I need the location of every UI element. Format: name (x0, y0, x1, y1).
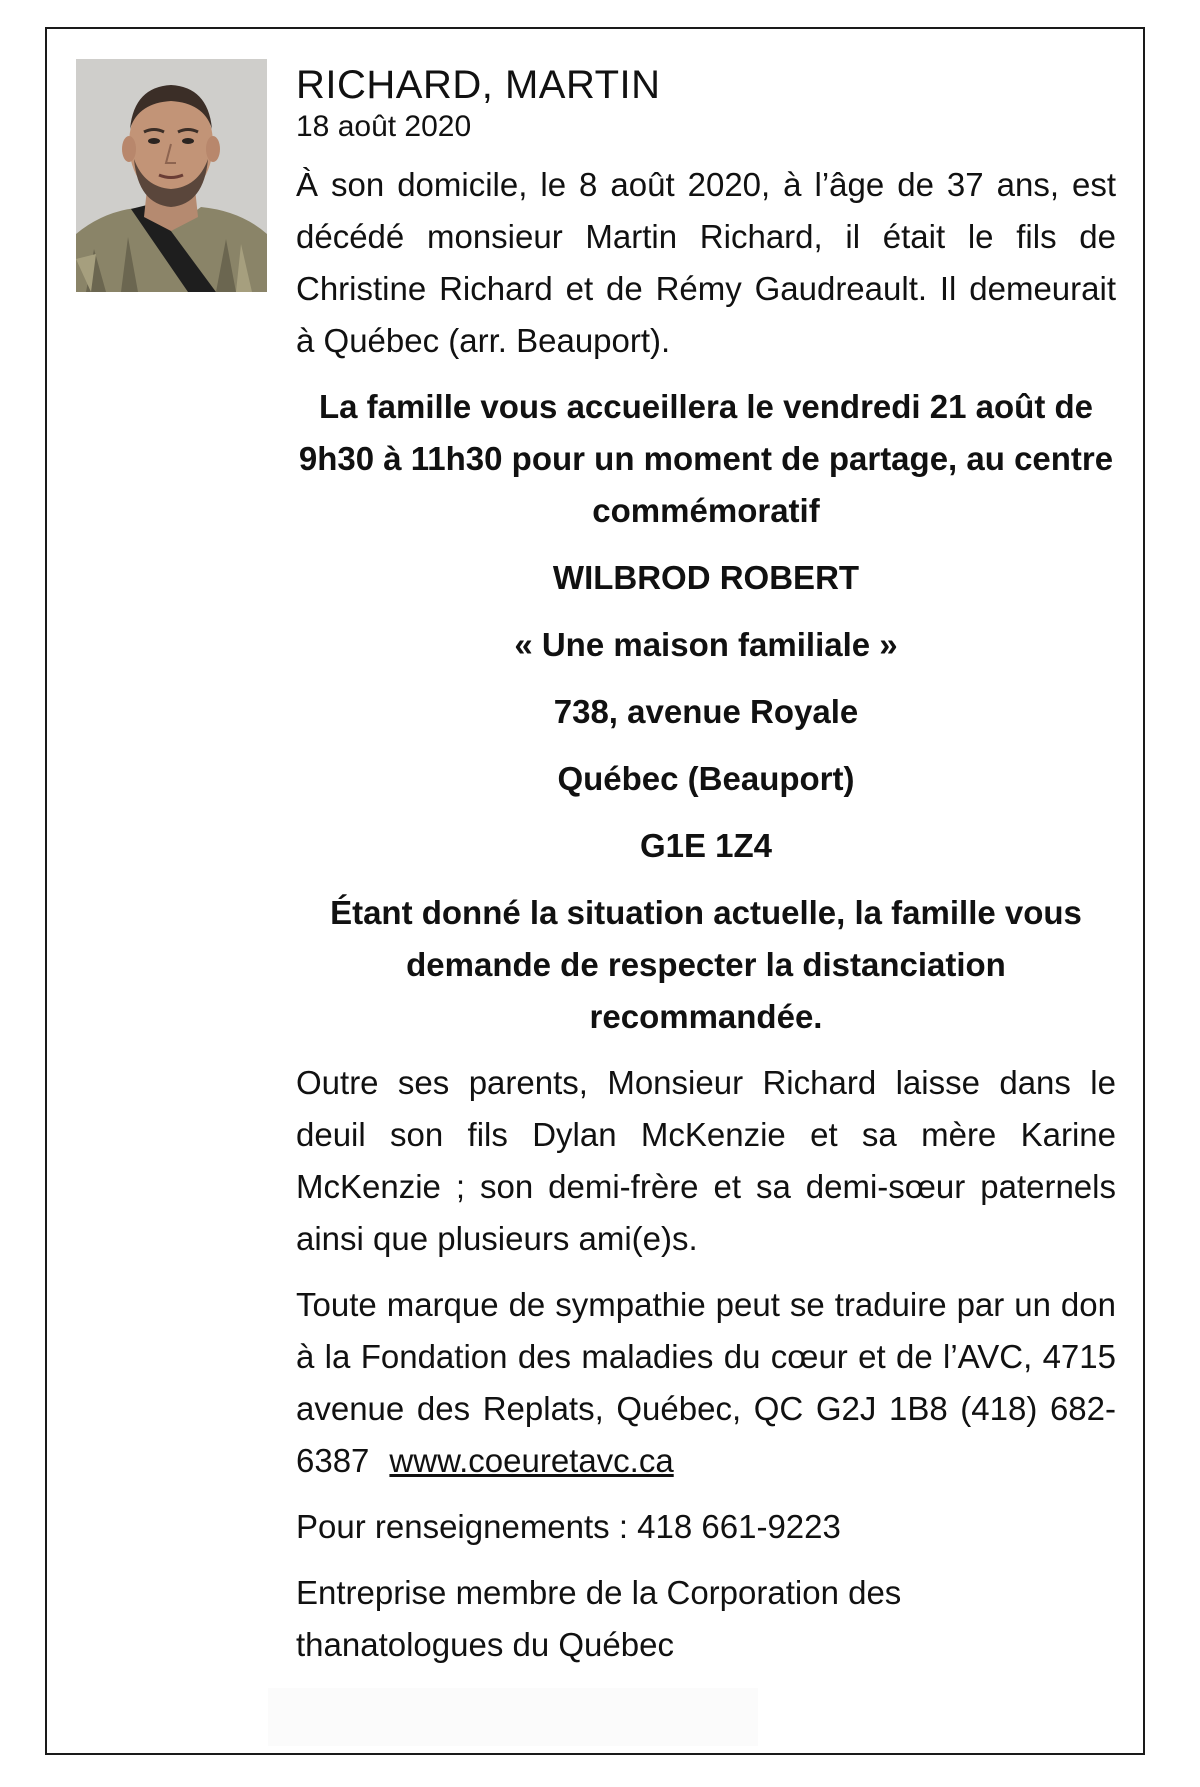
center-slogan: « Une maison familiale » (514, 626, 898, 663)
portrait-image (76, 59, 267, 292)
address-postal-code: G1E 1Z4 (639, 827, 773, 864)
notice-content (296, 55, 1116, 1671)
info-line: Pour renseignements : 418 661-9223 (296, 1508, 841, 1545)
donation-link[interactable]: www.coeuretavc.ca (389, 1442, 674, 1479)
center-name: WILBROD ROBERT (552, 559, 860, 596)
donation-text: Toute marque de sympathie peut se traduire par un don à la Fondation des maladies du cœur et de l’AVC, 4715 avenue des Replats, Québec, QC G2J 1B8 (418) 682-6387 (296, 1286, 1116, 1479)
distancing-paragraph: Étant donné la situation actuelle, la famille vous demande de respecter la distanciation recommandée. (330, 894, 1082, 1035)
portrait-photo (76, 59, 267, 292)
intro-paragraph: À son domicile, le 8 août 2020, à l’âge de 37 ans, est décédé monsieur Martin Richard, il était le fils de Christine Richard et de Rémy Gaudreault. Il demeurait à Québec (arr. Beauport). (296, 166, 1116, 359)
publication-date: 18 août 2020 (296, 110, 472, 143)
visitation-paragraph: La famille vous accueillera le vendredi 21 août de 9h30 à 11h30 pour un moment de partage, au centre commémoratif (298, 388, 1114, 529)
membership-paragraph: Entreprise membre de la Corporation des thanatologues du Québec (296, 1574, 902, 1663)
donation-paragraph (296, 1279, 1116, 1487)
address-city: Québec (Beauport) (557, 760, 855, 797)
blank-area (268, 1688, 758, 1746)
deceased-name: RICHARD, MARTIN (296, 63, 661, 107)
address-street: 738, avenue Royale (553, 693, 859, 730)
survivors-paragraph: Outre ses parents, Monsieur Richard laisse dans le deuil son fils Dylan McKenzie et sa mère Karine McKenzie ; son demi-frère et sa demi-sœur paternels ainsi que plusieurs ami(e)s. (296, 1064, 1116, 1257)
